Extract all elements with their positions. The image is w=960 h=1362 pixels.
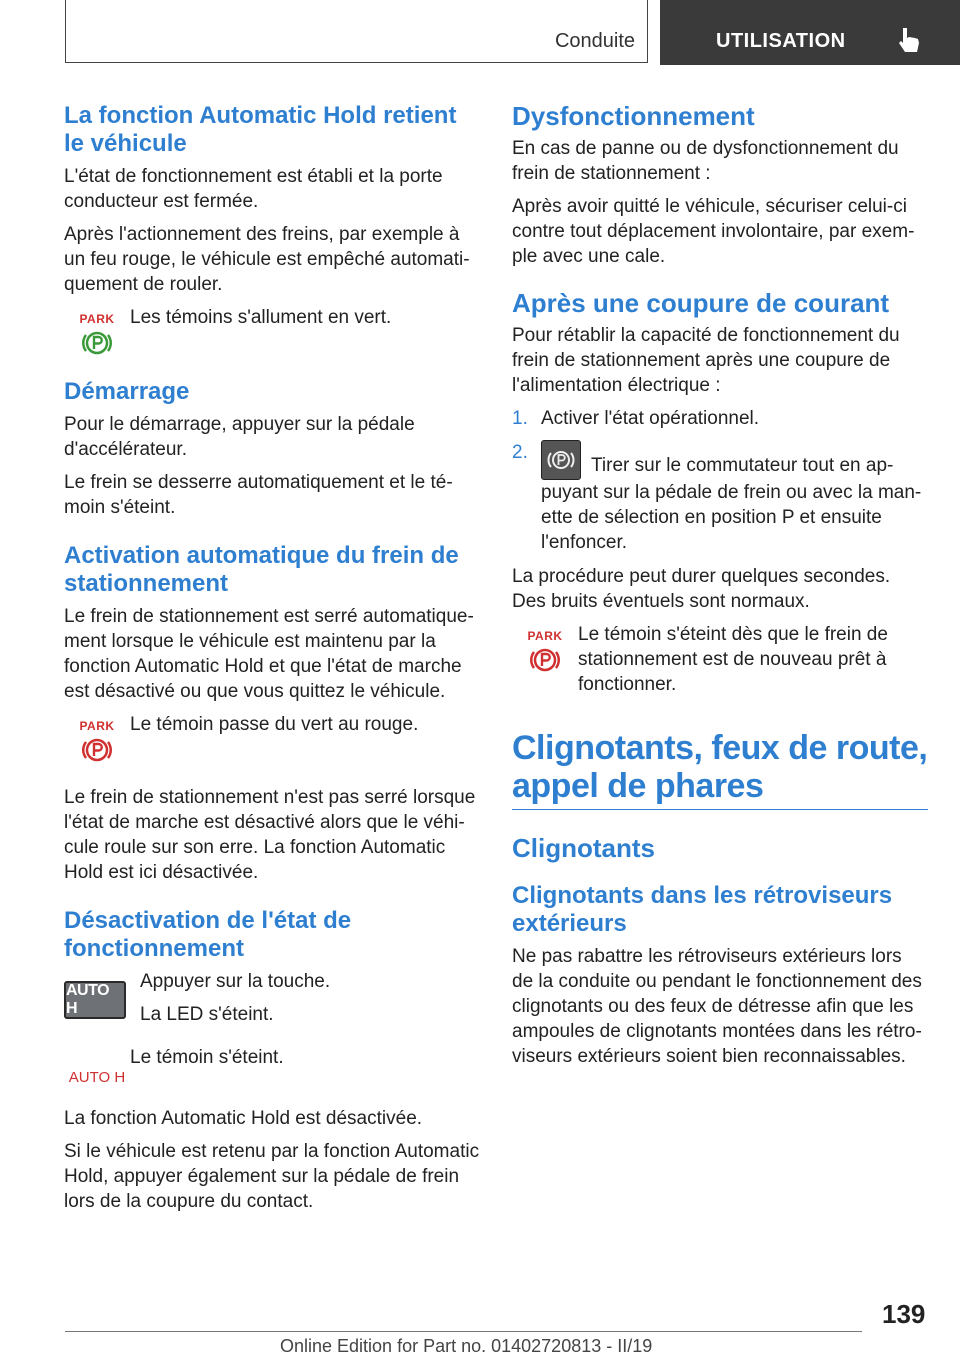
paragraph: La procédure peut durer quelques secondes. Des bruits éventuels sont normaux. [512,566,891,612]
right-column [512,102,928,1077]
page-number: 139 [882,1299,926,1329]
indicator-text: La LED s'éteint. [140,1004,274,1025]
park-green-indicator-icon: PARK [79,313,114,358]
paragraph: Le frein de stationnement est serré automatiquement lorsque le véhicule est maintenu par la fonction Automatic Hold et que l'état de marche est désactivé ou que vous quittez le véhicule. [64,606,474,702]
auto-h-button-icon: AUTO H [64,981,126,1019]
footer-divider [65,1331,862,1332]
hand-pointer-icon [896,26,922,54]
heading-clignotants: Clignotants [512,833,655,863]
paragraph: Si le véhicule est retenu par la fonction Automatic Hold, appuyer également sur la pédale de frein lors de la coupure du contact. [64,1141,480,1212]
header-chapter-title: UTILISATION [716,30,846,52]
indicator-note [64,712,480,765]
auto-h-indicator-icon: AUTO H [68,1069,126,1086]
paragraph: En cas de panne ou de dysfonctionnement du frein de stationnement : [512,138,899,184]
heading-dysfonctionnement: Dysfonctionnement [512,101,755,131]
paragraph: La fonction Automatic Hold est désactivée. [64,1108,423,1129]
paragraph: Après avoir quitté le véhicule, sécuriser celui-ci contre tout déplacement involontaire, par exemple avec une cale. [512,196,915,267]
header-chapter-tab [660,0,960,65]
indicator-text: Les témoins s'allument en vert. [130,307,392,328]
paragraph: L'état de fonctionnement est établi et la porte conducteur est fermée. [64,166,443,212]
park-red-indicator-icon: PARK [79,720,114,765]
paragraph: Pour rétablir la capacité de fonctionnement du frein de stationnement après une coupure de l'alimentation électrique : [512,325,900,396]
list-item: 2. Tirer sur le commutateur tout en appuyant sur la pédale de frein ou avec la manette de sélection en position P et ensuite l'enfoncer. [512,442,922,553]
indicator-text: Appuyer sur la touche. [140,971,331,992]
paragraph: Le frein se desserre automatiquement et le témoin s'éteint. [64,472,453,518]
heading-activation-auto: Activation automatique du frein de stationnement [64,542,459,597]
header-section-tab [65,0,648,63]
indicator-text: Le témoin s'éteint dès que le frein de stationnement est de nouveau prêt à fonctionner. [578,624,888,695]
list-item: 1. Activer l'état opérationnel. [512,408,760,429]
heading-coupure-courant: Après une coupure de courant [512,288,890,318]
brake-p-circle-icon [82,735,112,765]
paragraph: Pour le démarrage, appuyer sur la pédale d'accélérateur. [64,414,415,460]
park-red-indicator-icon: PARK [527,630,562,705]
indicator-note [64,1045,480,1086]
heading-retroviseurs: Clignotants dans les rétroviseurs extérieurs [512,882,893,937]
heading-demarrage: Démarrage [64,378,190,405]
brake-p-circle-icon [82,328,112,358]
paragraph: Après l'actionnement des freins, par exemple à un feu rouge, le véhicule est empêché automatiquement de rouler. [64,224,470,295]
paragraph: Le frein de stationnement n'est pas serré lorsque l'état de marche est désactivé alors que le véhicule roule sur son erre. La fonction Automatic Hold est ici désactivée. [64,787,476,883]
header-section-title: Conduite [554,30,635,52]
indicator-note [512,622,928,705]
heading-automatic-hold: La fonction Automatic Hold retient le véhicule [64,102,457,157]
indicator-text: Le témoin passe du vert au rouge. [130,714,419,735]
paragraph: Ne pas rabattre les rétroviseurs extérieurs lors de la conduite ou pendant le fonctionnement des clignotants ou des feux de détresse afin que les ampoules de clignotants montées dans les rétroviseurs extérieurs soient bien reconnaissables. [512,946,922,1067]
button-note [64,969,480,1035]
indicator-text: Le témoin s'éteint. [130,1047,284,1068]
parking-brake-switch-icon [541,440,581,480]
steps-list [512,406,928,555]
footer-edition: Online Edition for Part no. 01402720813 - II/19 [280,1336,653,1356]
brake-p-circle-icon [530,645,560,675]
heading-desactivation: Désactivation de l'état de fonctionnement [64,907,352,962]
indicator-note [64,305,480,358]
left-column [64,102,480,1222]
chapter-heading: Clignotants, feux de route, appel de phares [512,729,928,810]
